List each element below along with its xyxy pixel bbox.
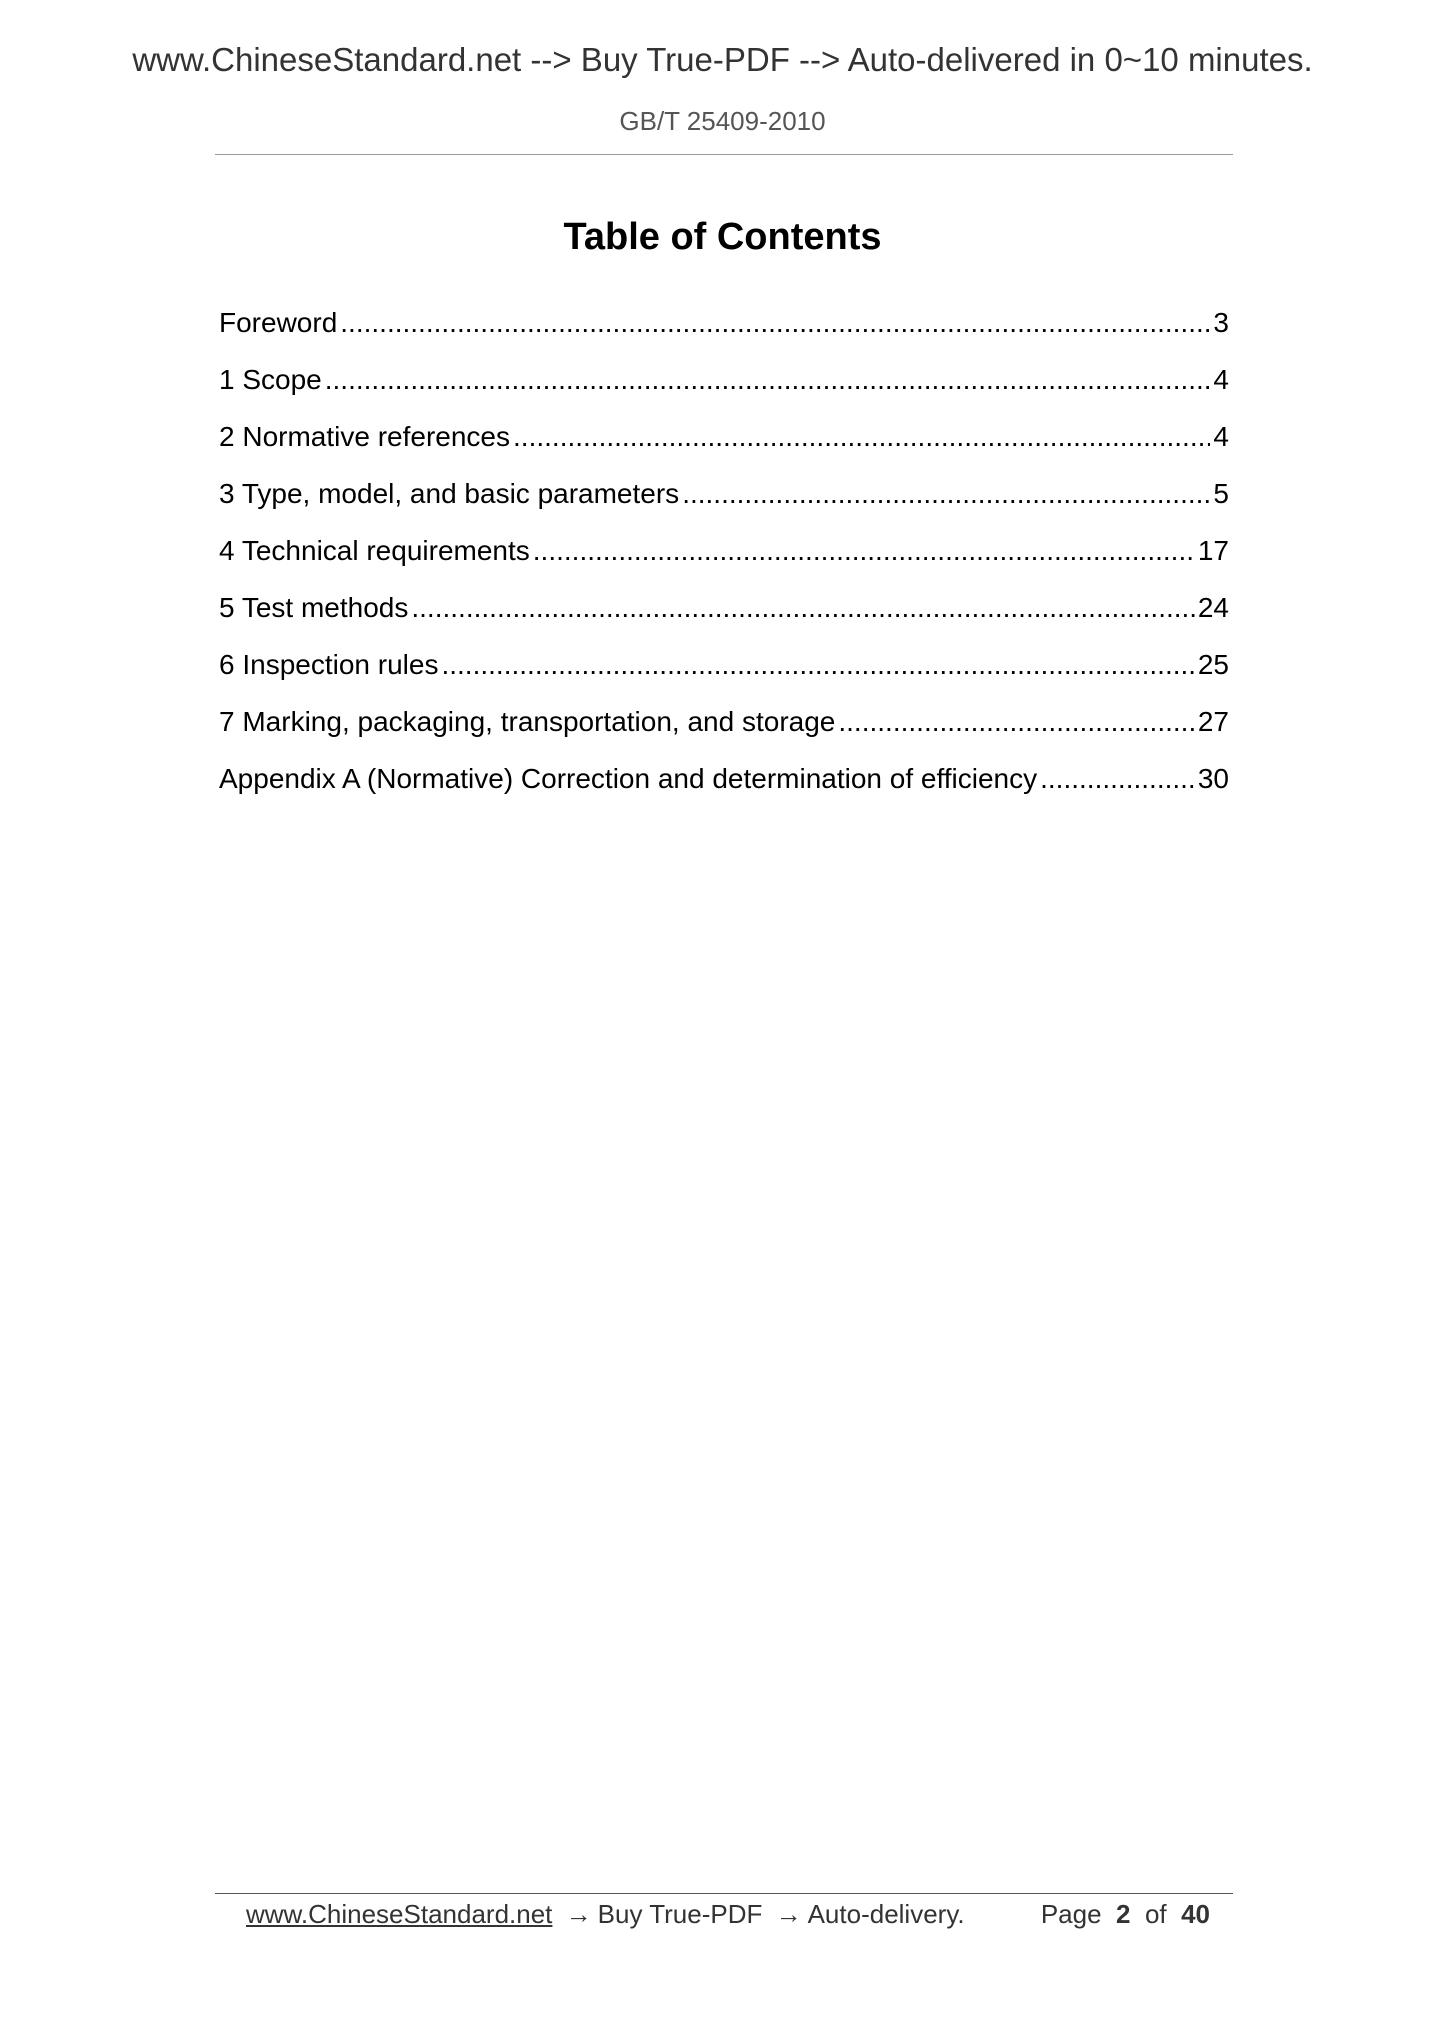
toc-dot-leader (838, 702, 1194, 742)
toc-entry-label: 5 Test methods (219, 592, 409, 623)
toc-entry-page: 4 (1213, 421, 1229, 452)
toc-entry-label: 6 Inspection rules (219, 649, 439, 680)
toc-entry-page: 25 (1197, 649, 1229, 680)
page-current: 2 (1116, 1899, 1131, 1929)
toc-entry-test-methods[interactable] (219, 588, 1229, 645)
toc-dot-leader (325, 360, 1211, 400)
footer-divider (215, 1893, 1233, 1894)
toc-entry-page: 17 (1197, 535, 1229, 566)
top-banner: www.ChineseStandard.net --> Buy True-PDF --> Auto-delivered in 0~10 minutes. (132, 41, 1313, 78)
right-arrow-icon: → (775, 1899, 802, 1929)
page-of-word: of (1144, 1899, 1167, 1929)
toc-dot-leader (533, 531, 1195, 571)
toc-entry-marking-packaging[interactable] (219, 702, 1229, 759)
toc-entry-label: Foreword (219, 307, 338, 338)
toc-entry-page: 27 (1197, 706, 1229, 737)
toc-dot-leader (682, 474, 1210, 514)
footer-site-link[interactable]: www.ChineseStandard.net (246, 1899, 553, 1929)
toc-entry-technical-requirements[interactable] (219, 531, 1229, 588)
toc-entry-page: 4 (1213, 364, 1229, 395)
footer-delivery-text: Auto-delivery. (807, 1899, 965, 1929)
page-footer (246, 1896, 1216, 1932)
toc-entry-label: 3 Type, model, and basic parameters (219, 478, 680, 509)
toc-entry-label: 4 Technical requirements (219, 535, 530, 566)
page-word: Page (1040, 1899, 1102, 1929)
right-arrow-icon: → (565, 1899, 592, 1929)
toc-dot-leader (441, 645, 1194, 685)
toc-dot-leader (411, 588, 1194, 628)
toc-entry-normative-references[interactable] (219, 417, 1229, 474)
toc-entry-page: 24 (1197, 592, 1229, 623)
page-number (1041, 1896, 1210, 1932)
toc-entry-type-model-parameters[interactable] (219, 474, 1229, 531)
toc-entry-page: 3 (1213, 307, 1229, 338)
toc-entry-page: 30 (1197, 763, 1229, 794)
toc-dot-leader (513, 417, 1210, 457)
page-total: 40 (1181, 1899, 1210, 1929)
toc-list (219, 303, 1229, 816)
toc-title: Table of Contents (563, 216, 882, 258)
toc-entry-label: Appendix A (Normative) Correction and determination of efficiency (219, 763, 1038, 794)
header-divider (215, 154, 1233, 155)
footer-buy-text: Buy True-PDF (597, 1899, 763, 1929)
toc-entry-label: 1 Scope (219, 364, 322, 395)
toc-entry-inspection-rules[interactable] (219, 645, 1229, 702)
toc-entry-foreword[interactable] (219, 303, 1229, 360)
toc-entry-page: 5 (1213, 478, 1229, 509)
toc-entry-label: 2 Normative references (219, 421, 511, 452)
toc-dot-leader (1040, 759, 1195, 799)
document-code: GB/T 25409-2010 (619, 106, 826, 136)
toc-entry-label: 7 Marking, packaging, transportation, and storage (219, 706, 836, 737)
toc-entry-appendix-a[interactable] (219, 759, 1229, 816)
toc-entry-scope[interactable] (219, 360, 1229, 417)
toc-dot-leader (340, 303, 1210, 343)
